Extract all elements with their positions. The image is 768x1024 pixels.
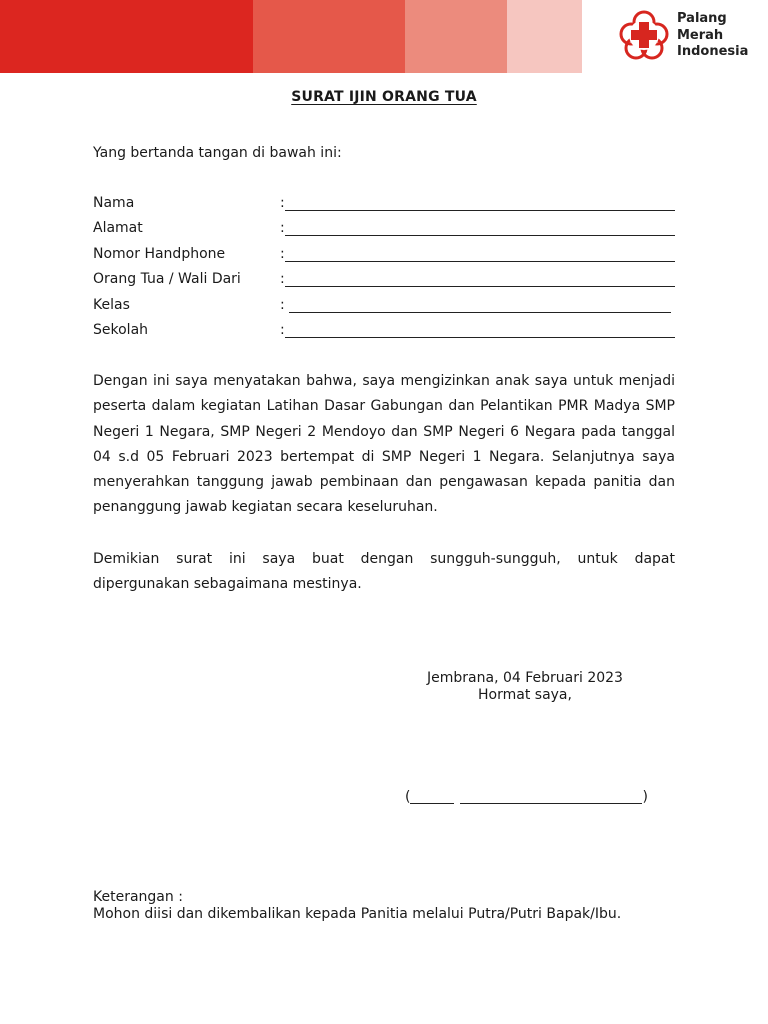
intro-text: Yang bertanda tangan di bawah ini: xyxy=(93,145,342,161)
logo-line-3: Indonesia xyxy=(677,44,749,59)
field-label: Orang Tua / Wali Dari xyxy=(93,271,241,288)
closing-salutation: Hormat saya, xyxy=(478,687,572,703)
field-row-kelas xyxy=(93,295,675,320)
field-row-nama xyxy=(93,193,675,218)
field-colon: : xyxy=(280,321,285,338)
closing-paragraph: Demikian surat ini saya buat dengan sungguh-sungguh, untuk dapat dipergunakan sebagaimana mestinya. xyxy=(93,551,675,593)
signature-block xyxy=(410,670,640,704)
field-label: Nama xyxy=(93,195,135,211)
field-label: Kelas xyxy=(93,296,130,313)
signature-open-paren: ( xyxy=(405,789,411,805)
field-fill-line xyxy=(285,286,675,287)
header-band-coral xyxy=(253,0,405,73)
logo-line-1: Palang xyxy=(677,11,727,26)
field-row-sekolah xyxy=(93,320,675,345)
header-band-red xyxy=(0,0,253,73)
consent-paragraph: Dengan ini saya menyatakan bahwa, saya mengizinkan anak saya untuk menjadi peserta dalam kegiatan Latihan Dasar Gabungan dan Pelantikan PMR Madya SMP Negeri 1 Negara, SMP Negeri 2 Mendoyo dan SMP Negeri 6 Negara pada tanggal 04 s.d 05 Februari 2023 bertempat di SMP Negeri 1 Negara. Selanjutnya saya menyerahkan tanggung jawab pembinaan dan pengawasan kepada panitia dan penanggung jawab kegiatan secara keseluruhan. xyxy=(93,373,675,516)
field-label: Nomor Handphone xyxy=(93,245,226,262)
field-label: Sekolah xyxy=(93,321,149,338)
field-colon: : xyxy=(280,296,285,313)
field-fill-line xyxy=(285,337,675,338)
field-colon: : xyxy=(280,195,285,211)
logo-line-2: Merah xyxy=(677,27,724,43)
field-label: Alamat xyxy=(93,220,143,237)
signature-blank-short xyxy=(410,789,454,804)
note-text: Mohon diisi dan dikembalikan kepada Panitia melalui Putra/Putri Bapak/Ibu. xyxy=(93,906,622,922)
field-fill-line xyxy=(289,312,671,313)
field-row-nomor-handphone xyxy=(93,244,675,269)
document-title: SURAT IJIN ORANG TUA xyxy=(291,89,477,105)
place-date: Jembrana, 04 Februari 2023 xyxy=(427,670,623,686)
red-cross-flower-emblem-icon xyxy=(618,10,670,60)
logo-wordmark xyxy=(677,11,748,61)
field-row-orang-tua-wali xyxy=(93,269,675,294)
field-row-alamat xyxy=(93,218,675,243)
note-title: Keterangan : xyxy=(93,889,183,905)
document-title-wrap xyxy=(0,89,768,105)
signature-close-paren: ) xyxy=(642,789,648,805)
field-fill-line xyxy=(285,210,675,211)
header-band-salmon xyxy=(405,0,507,73)
header-band-pink xyxy=(507,0,582,73)
signature-blank-long xyxy=(460,789,642,804)
signature-name-line xyxy=(405,789,648,805)
field-colon: : xyxy=(280,220,285,237)
field-colon: : xyxy=(280,271,285,288)
field-fill-line xyxy=(285,235,675,236)
field-fill-line xyxy=(285,261,675,262)
form-fields xyxy=(93,193,675,345)
field-colon: : xyxy=(280,245,285,262)
note-section xyxy=(93,889,621,923)
pmi-logo xyxy=(618,10,763,66)
